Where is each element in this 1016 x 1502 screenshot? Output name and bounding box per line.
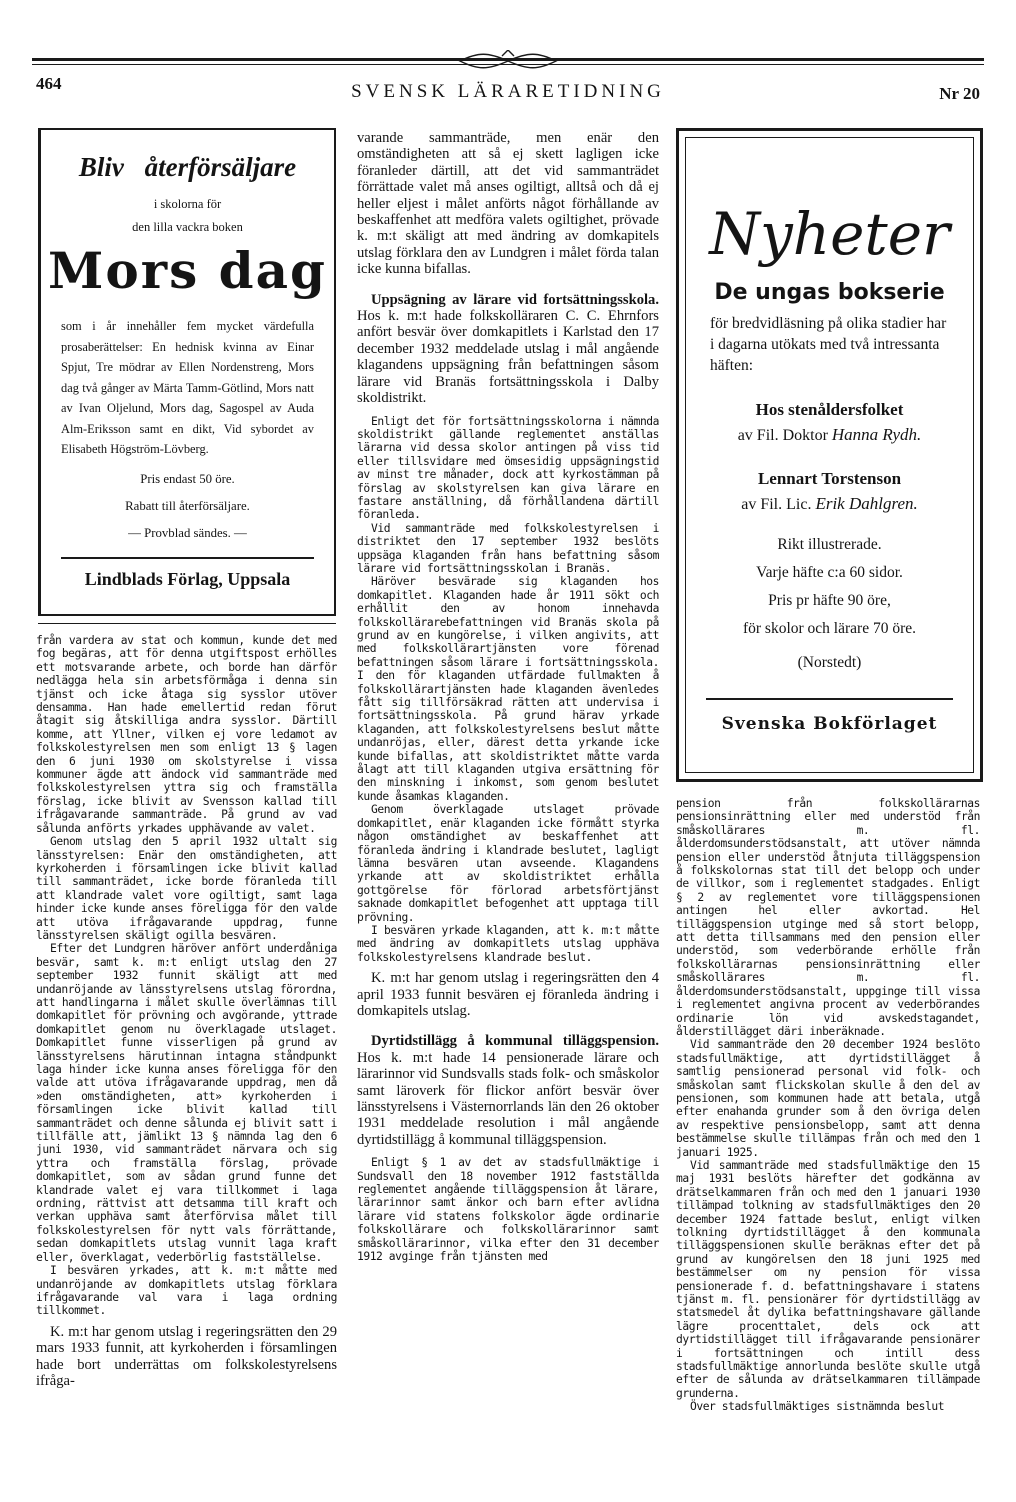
article-lead: Hos k. m:t hade 14 pensionerade lärare och lärarinnor vid Sundsvalls stads folk- och småskolor samt läroverk för flickor anfört besvär över länsstyrelsens i Västernorrlands län den 26 oktober 1931 meddelade resolution i mål angående dyrtidstillägg å kommunal tilläggspension. [357,1049,659,1148]
ad-page-count: Varje häfte c:a 60 sidor. [756,564,903,581]
paragraph: I besvären yrkades, att k. m:t måtte med undanröjande av domkapitlets utslag förklara ifrågavarande val vara i laga ordning tillkommet. [36,1264,337,1318]
ad-sample: — Provblad sändes. — [128,525,247,540]
paragraph: Genom utslag den 5 april 1932 ultalt sig länsstyrelsen: Enär den omständigheten, att kyrkoherden i församlingen icke blivit kallad till sammanträdet, icke borde föranleda till att klandrade valet vore ogiltigt, samt laga hinder icke kunde anses föreligga för den valde att utöva ifrågavarande uppdrag, funne länsstyrelsen skäligt ogilla besvären. [36,835,337,942]
column-1 [36,634,337,1389]
ad-price-schools: för skolor och lärare 70 öre. [742,620,916,637]
paragraph: Vid sammanträde med stadsfullmäktige den 15 maj 1931 beslöts härefter det godkänna av drätselkammaren från och med den 1 januari 1930 tillämpad tolkning av stadsfullmäktiges den 20 december 1924 fattade beslut, enligt vilken tolkning dyrtidstillägget å den kommunala tilläggspensionen skulle beräknas efter det på grund av kungörelsen den 18 juni 1925 med bestämmelser om ny pension för vissa pensionerade f. d. befattningshavare i statens tjänst m. fl. pensionärer för dyrtidstillägg av statsmedel åt dylika befattningshavare gällande lägre procenttalet, dels ock att dyrtidstillägget till ifrågavarande pensionärer i fortsättningen och intill dess stadsfullmäktige annorlunda beslöte skulle utgå efter de sålunda av drätselkammaren tillämpade grunderna. [676,1158,980,1400]
article-uppsagning [357,292,659,407]
paragraph: från vardera av stat och kommun, kunde det med fog begäras, att för denna utgiftspost erhölles ett motsvarande arbete, och borde han därför nedlägga hela sin arbetsförmåga i denna sin tjänst och icke åtaga sig sysslor utöver densamma. Han hade emellertid redan förut åtagit sig åtskilliga andra sysslor. Därtill komme, att Yllner, vilken ej vore ledamot av folkskolestyrelsen men som enligt 13 § lagen den 6 juni 1930 om skolstyrelse i vissa kommuner ägde att ändock vid sammanträde med folkskolestyrelsen yttra sig och framställa förslag, icke blivit av Svensson kallad till ifrågavarande sammanträde. På grund av vad sålunda anförts yrkades upphävande av valet. [36,634,337,835]
author-name: Erik Dahlgren. [815,494,918,513]
author-name: Hanna Rydh. [831,425,922,444]
verdict-paragraph: K. m:t har genom utslag i regeringsrätten den 4 april 1933 funnit besvären ej föranleda ändring i domkapitels utslag. [357,970,659,1019]
paragraph: Enligt det för fortsättningsskolorna i nämnda skoldistrikt gällande reglementet anställas lärarna vid dessa skolor antingen på viss tid eller tillsvidare med ömsesidig uppsägningstid av minst tre månader, dock att kyrkostämman på förslag av skolstyrelsen kan giva lärare en fastare anställning, då förhållandena därtill föranleda. [357,414,659,522]
ad-headline: Bliv återförsäljare [78,152,297,182]
article-heading: Dyrtidstillägg å kommunal tilläggspension. [371,1033,659,1050]
paragraph: Vid sammanträde med folkskolestyrelsen i distriktet den 17 september 1932 beslöts uppsäga klaganden från hans befattning såsom lärare vid fortsättningsskolan i Branäs. [357,521,659,575]
paragraph: Enligt § 1 av det av stadsfullmäktige i Sundsvall den 18 november 1912 fastställda reglementet angående tilläggspension åt lärare, lärarinnor samt änkor och barn efter avlidna lärare vid statens folkskolor ägde ordinarie folkskollärare och folkskollärarinnor samt småskollärarinnor, vilka efter den 31 december 1912 avginge från tjänsten med [357,1156,659,1264]
column-rule [38,623,336,624]
journal-title: SVENSK LÄRARETIDNING [351,81,665,102]
ad-price: Pris endast 50 öre. [140,471,235,486]
issue-number: Nr 20 [939,84,980,103]
ad-nyheter [676,128,983,782]
author-prefix: av Fil. Lic. [741,496,812,513]
paragraph: pension från folkskollärarnas pensionsinrättning eller med understöd från småskollärares m. fl. ålderdomsunderstödsanstalt, att utöver nämnda pension eller understöd åtnjuta tilläggspension å folkskolornas stat till det belopp och under de villkor, som i reglementet stadgades. Enligt § 2 av reglementet vore tilläggspensionen antingen hel eller avkortad. Hel tilläggspension utginge med så stort belopp, att detta tillsammans med den pension eller understöd, som vederbörande erhölle från folkskollärarnas pensionsinrättning eller småskollärares m. fl. ålderdomsunderstödsanstalt, uppginge till vissa i reglementet angivna procent av vederbörandes ordinarie lön vid avskedstagandet, ålderstillägget däri inberäknade. [676,797,980,1038]
ad-mors-dag [38,128,336,616]
ad-divider [706,698,953,700]
column-2 [357,130,659,1263]
paragraph: varande sammanträde, men enär den omständigheten att så ej skett lagligen icke föranleder därtill, att det vid sammanträdet förrättade valet må anses ogiltigt, alltså och då ej heller eljest i målet anförts något förhållande av beskaffenhet att medföra valets ogiltighet, prövade k. m:t skäligt att med ändring av domkapitels utslag förklara den av Lundgren i målet förda talan icke kunna bifallas. [357,130,659,278]
ad-price: Pris pr häfte 90 öre, [768,592,891,609]
ad-divider [61,557,314,559]
column-3 [676,797,980,1414]
article-lead: Hos k. m:t hade folkskolläraren C. C. Ehrnfors anfört besvär över domkapitlets i Karlstad den 17 december 1932 meddelade utslag i mål angående klagandens uppsägning från befattningen såsom lärare vid Branäs fortsättningsskola i Dalby skoldistrikt. [357,308,659,407]
paragraph: Över stadsfullmäktiges sistnämnda beslut [690,1400,945,1414]
ad-series-title: De ungas bokserie [714,280,945,305]
ad-discount: Rabatt till återförsäljare. [125,498,250,513]
page-number: 464 [36,74,62,93]
paragraph: I besvären yrkade klaganden, att k. m:t måtte med ändring av domkapitlets utslag upphäva folkskolestyrelsens klandrade beslut. [357,923,659,964]
article-heading: Uppsägning av lärare vid fortsättningsskola. [371,291,659,308]
ornament-icon [458,50,558,72]
article-dyrtidstillagg [357,1033,659,1148]
paragraph: Efter det Lundgren häröver anfört underdåniga besvär, samt k. m:t enligt utslag den 27 september 1932 funnit skäligt att med undanröjande av länsstyrelsens utslag förordna, att handlingarna i målet skulle överlämnas till domkapitlet för prövning och avgörande, yttrade domkapitlet genom nu överklagade utslaget. Domkapitlet funne visserligen på grund av länsstyrelsens härutinnan intagna ståndpunkt laga hinder icke kunna anses föreligga för den valde att utöva ifrågavarande uppdrag, men då »den omständigheten, att» kyrkoherden i församlingen icke blivit kallad till sammanträdet och denne sålunda ej blivit satt i tillfälle att, jämlikt 13 § nämnda lag den 6 juni 1930, vid sammanträdet närvara och sig yttra och framställa förslag, prövade domkapitlet, som av sådan grund funne det klandrade valet ej vara tillkommet i laga ordning, rättvist att detsamma till kraft och verkan upphäva samt återförvisa målet till folkskolestyrelsen för nytt vals förrättande, sedan domkapitlets utslag vunnit laga kraft eller, överklagat, vederbörlig fastställelse. [36,942,337,1264]
ad-book-2-author [686,494,973,514]
ad-subline-2: den lilla vackra boken [132,220,243,234]
ad-inner-frame [685,137,974,773]
ad-intro: för bredvidläsning på olika stadier har i dagarna utökats med två intressanta häften: [710,315,947,374]
ad-book-2-title: Lennart Torstenson [757,469,902,488]
ad-publisher: Svenska Bokförlaget [721,714,938,734]
ad-book-1-author [686,425,973,445]
author-prefix: av Fil. Doktor [737,427,828,444]
ad-illustrated: Rikt illustrerade. [777,536,882,553]
ad-book-title: Mors dag [48,241,327,300]
paragraph: Häröver besvärade sig klaganden hos domkapitlet. Klaganden hade år 1911 sökt och erhållit den av honom innehavda folkskollärarebefattningen vid Branäs skola på grund av en kungörelse, i vilken angivits, att med folkskollärartjänsten vore förenad befattningen såsom lärare i fortsättningsskola. I den för klaganden utfärdade fullmakten å folkskollärartjänsten hade klaganden ävenledes fått sig tillförsäkrad rätten att undervisa i fortsättningsskola. På grund härav yrkade klaganden, att folkskolestyrelsens beslut måtte undanröjas, eller, därest detta yrkande icke kunde bifallas, att skoldistriktet måtte varda ålagt att till klaganden utgiva ersättning för den minskning i inkomst, som genom beslutet kunde åsamkas klaganden. [357,575,659,803]
ad-publisher-note: (Norstedt) [797,654,862,671]
verdict-paragraph: K. m:t har genom utslag i regeringsrätten den 29 mars 1933 funnit, att kyrkoherden i församlingen hade bort underrättas om folkskolestyrelsens ifråga- [36,1323,337,1389]
ad-publisher: Lindblads Förlag, Uppsala [84,568,291,589]
paragraph: Vid sammanträde den 20 december 1924 beslöto stadsfullmäktige, att dyrtidstillägget å samtlig pensionerad personal vid folk- och småskolan samt flickskolan skulle å den del av pensionen, som kommunen hade att betala, utgå efter enahanda grunder som å den övriga delen av respektive pensionsbelopp, samt att denna bestämmelse skulle tillämpas från och med den 1 januari 1925. [676,1038,980,1159]
ad-description: som i år innehåller fem mycket värdefulla prosaberättelser: En hednisk kvinna av Einar Spjut, Tre mödrar av Ellen Nordenstreng, Mors dag två gånger av Märta Tamm-Götlind, Mors natt av Ivan Oljelund, Mors dag, Sagospel av Auda Alm-Eriksson samt en dikt, Vid sybordet av Elisabeth Högström-Lövberg. [61,319,314,456]
paragraph: Genom överklagade utslaget prövade domkapitlet, enär klaganden icke förmått styrka någon omständighet av beskaffenhet att föranleda ändring i klandrade beslutet, lagligt lämna besvären utan avseende. Klagandens yrkande att av skoldistriktet erhålla gottgörelse för förlorad arbetsförtjänst saknade domkapitlet befogenhet att upptaga till prövning. [357,803,659,924]
ad-headline: Nyheter [709,200,950,268]
ad-subline: i skolorna för [153,197,222,211]
ad-book-1-title: Hos stenåldersfolket [755,400,904,419]
